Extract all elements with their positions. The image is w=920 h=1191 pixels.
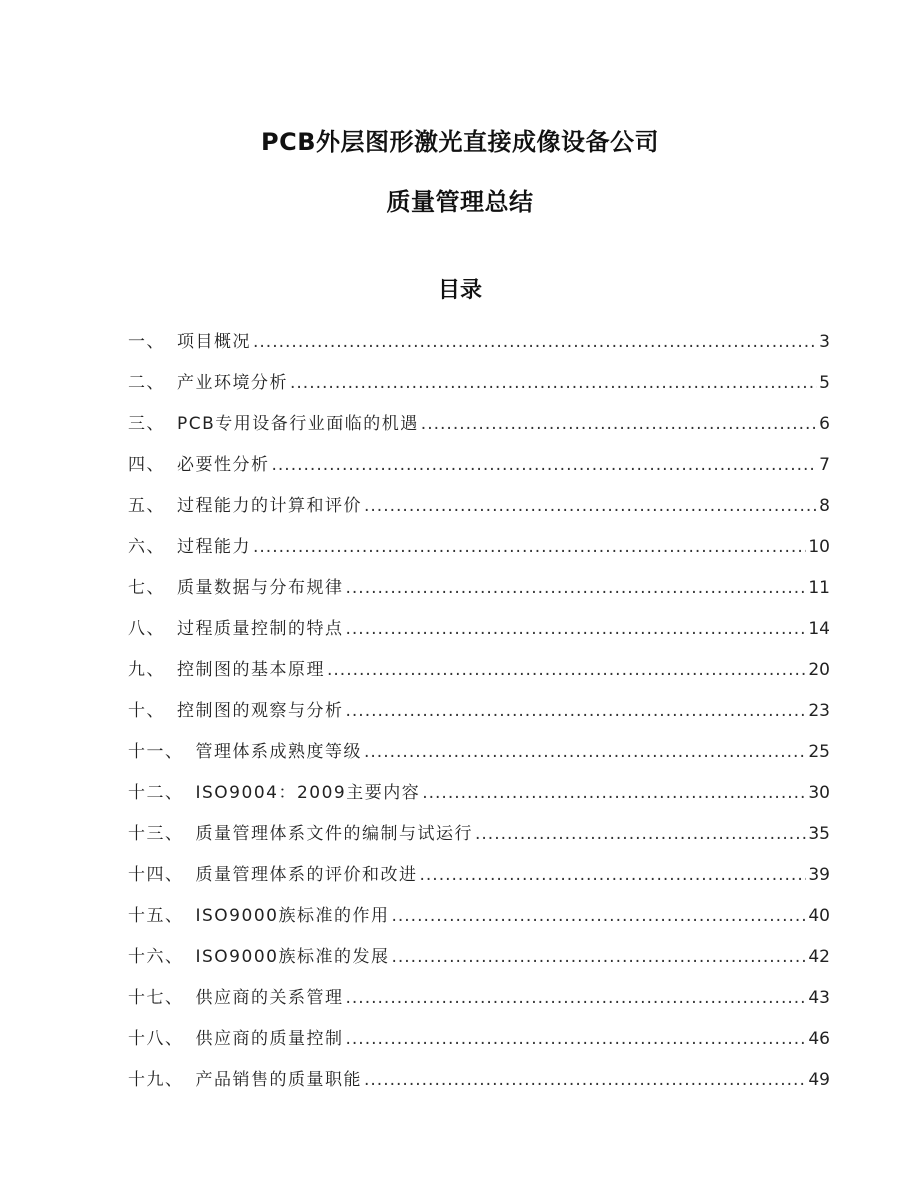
toc-entry-page: 14 <box>808 619 830 639</box>
dot-leader <box>364 744 806 761</box>
dot-leader <box>421 416 817 433</box>
dot-leader <box>364 498 817 515</box>
toc-entry-number: 十三、 <box>128 824 184 844</box>
toc-entry[interactable] <box>128 650 830 691</box>
toc-entry[interactable] <box>128 363 830 404</box>
dot-leader <box>364 1072 806 1089</box>
dot-leader <box>346 1031 807 1048</box>
toc-entry[interactable] <box>128 855 830 896</box>
toc-entry-label: 质量数据与分布规律 <box>177 578 344 598</box>
toc-entry-page: 3 <box>819 332 830 352</box>
toc-entry[interactable] <box>128 691 830 732</box>
toc-entry-page: 49 <box>808 1070 830 1090</box>
toc-entry-page: 20 <box>808 660 830 680</box>
toc-entry-page: 30 <box>808 783 830 803</box>
toc-entry-number: 三、 <box>128 414 165 434</box>
toc-entry-number: 十五、 <box>128 906 184 926</box>
toc-entry[interactable] <box>128 609 830 650</box>
toc-entry-page: 8 <box>819 496 830 516</box>
toc-entry-page: 7 <box>819 455 830 475</box>
toc-entry-page: 6 <box>819 414 830 434</box>
toc-entry-page: 11 <box>808 578 830 598</box>
dot-leader <box>346 990 807 1007</box>
toc-entry-page: 25 <box>808 742 830 762</box>
toc-entry-label: 管理体系成熟度等级 <box>195 742 362 762</box>
dot-leader <box>327 662 806 679</box>
toc-entry[interactable] <box>128 1060 830 1101</box>
toc-entry-number: 五、 <box>128 496 165 516</box>
toc-entry-label: 质量管理体系文件的编制与试运行 <box>195 824 473 844</box>
dot-leader <box>475 826 806 843</box>
toc-entry-number: 八、 <box>128 619 165 639</box>
toc-entry[interactable] <box>128 732 830 773</box>
toc-entry-number: 一、 <box>128 332 165 352</box>
toc-entry-page: 23 <box>808 701 830 721</box>
dot-leader <box>391 908 806 925</box>
toc-entry[interactable] <box>128 814 830 855</box>
toc-entry[interactable] <box>128 527 830 568</box>
dot-leader <box>346 703 807 720</box>
document-title: PCB外层图形激光直接成像设备公司 <box>261 128 659 156</box>
toc-entry-label: 供应商的关系管理 <box>195 988 344 1008</box>
toc-entry-number: 十一、 <box>128 742 184 762</box>
toc-entry-label: ISO9004：2009主要内容 <box>195 783 421 803</box>
toc-entry[interactable] <box>128 404 830 445</box>
toc-entry-label: 产业环境分析 <box>177 373 288 393</box>
dot-leader <box>420 867 807 884</box>
toc-entry[interactable] <box>128 486 830 527</box>
toc-entry-label: 供应商的质量控制 <box>195 1029 344 1049</box>
toc-entry-number: 十二、 <box>128 783 184 803</box>
toc-entry[interactable] <box>128 1019 830 1060</box>
toc-entry-page: 43 <box>808 988 830 1008</box>
toc-entry[interactable] <box>128 322 830 363</box>
toc-entry-label: 过程质量控制的特点 <box>177 619 344 639</box>
toc-entry-label: 过程能力 <box>177 537 251 557</box>
toc-entry-label: ISO9000族标准的作用 <box>195 906 390 926</box>
toc-entry-label: 控制图的观察与分析 <box>177 701 344 721</box>
dot-leader <box>422 785 806 802</box>
toc-entry-number: 二、 <box>128 373 165 393</box>
document-subtitle: 质量管理总结 <box>386 188 534 216</box>
toc-entry[interactable] <box>128 773 830 814</box>
toc-entry-label: 必要性分析 <box>177 455 270 475</box>
dot-leader <box>346 580 807 597</box>
toc-entry-page: 40 <box>808 906 830 926</box>
toc-entry-number: 十七、 <box>128 988 184 1008</box>
toc-entry-number: 十八、 <box>128 1029 184 1049</box>
toc-entry-label: 质量管理体系的评价和改进 <box>195 865 418 885</box>
toc-entry[interactable] <box>128 896 830 937</box>
dot-leader <box>391 949 806 966</box>
toc-entry-number: 十四、 <box>128 865 184 885</box>
toc-entry[interactable] <box>128 445 830 486</box>
toc-entry-page: 10 <box>808 537 830 557</box>
toc-entry-number: 七、 <box>128 578 165 598</box>
toc-entry-number: 十九、 <box>128 1070 184 1090</box>
toc-entry-page: 35 <box>808 824 830 844</box>
toc-entry-number: 十、 <box>128 701 165 721</box>
toc-entry-number: 六、 <box>128 537 165 557</box>
toc-entry-number: 九、 <box>128 660 165 680</box>
toc-entry-label: PCB专用设备行业面临的机遇 <box>177 414 419 434</box>
dot-leader <box>253 539 806 556</box>
toc-entry-page: 5 <box>819 373 830 393</box>
dot-leader <box>253 334 817 351</box>
dot-leader <box>290 375 817 392</box>
table-of-contents <box>128 322 830 1101</box>
toc-entry-label: 项目概况 <box>177 332 251 352</box>
toc-entry-page: 39 <box>808 865 830 885</box>
toc-heading: 目录 <box>437 278 482 303</box>
toc-entry-label: 过程能力的计算和评价 <box>177 496 362 516</box>
toc-entry[interactable] <box>128 978 830 1019</box>
toc-entry[interactable] <box>128 568 830 609</box>
toc-entry-label: ISO9000族标准的发展 <box>195 947 390 967</box>
toc-entry[interactable] <box>128 937 830 978</box>
toc-entry-page: 42 <box>808 947 830 967</box>
toc-entry-number: 四、 <box>128 455 165 475</box>
toc-entry-label: 产品销售的质量职能 <box>195 1070 362 1090</box>
toc-entry-number: 十六、 <box>128 947 184 967</box>
dot-leader <box>346 621 807 638</box>
toc-entry-page: 46 <box>808 1029 830 1049</box>
toc-entry-label: 控制图的基本原理 <box>177 660 325 680</box>
dot-leader <box>272 457 818 474</box>
